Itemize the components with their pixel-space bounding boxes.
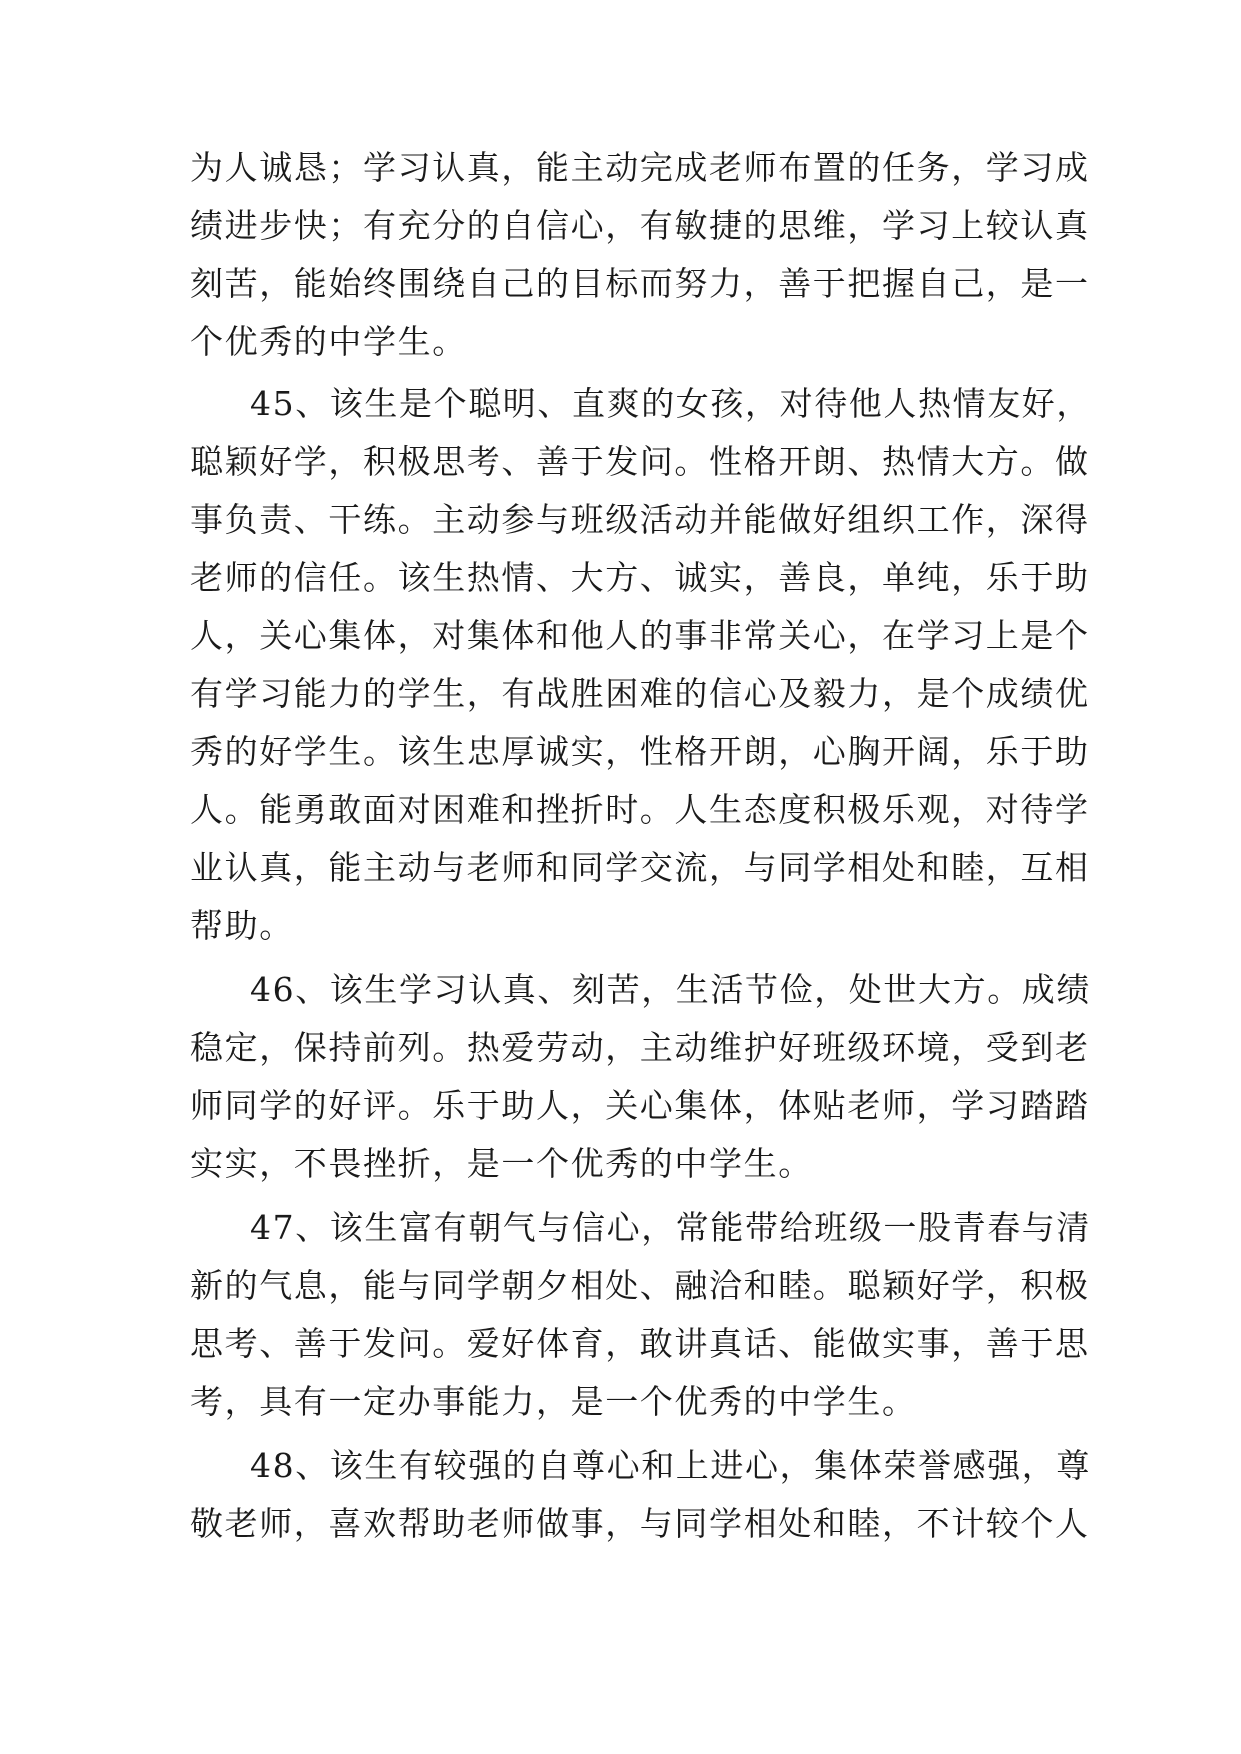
text-line: 实实，不畏挫折，是一个优秀的中学生。 [190,1144,813,1183]
text-line: 考，具有一定办事能力，是一个优秀的中学生。 [190,1382,917,1421]
text-line: 新的气息，能与同学朝夕相处、融洽和睦。聪颖好学，积极 [190,1266,1090,1305]
text-line: 刻苦，能始终围绕自己的目标而努力，善于把握自己，是一 [190,264,1090,303]
text-line: 帮助。 [190,906,294,945]
paragraph-46-first-line: 46、该生学习认真、刻苦，生活节俭，处世大方。成绩 [250,970,1091,1009]
paragraph-45-first-line: 45、该生是个聪明、直爽的女孩，对待他人热情友好， [250,384,1091,423]
text-line: 个优秀的中学生。 [190,322,467,361]
text-line: 师同学的好评。乐于助人，关心集体，体贴老师，学习踏踏 [190,1086,1090,1125]
text-line: 业认真，能主动与老师和同学交流，与同学相处和睦，互相 [190,848,1090,887]
text-line: 秀的好学生。该生忠厚诚实，性格开朗，心胸开阔，乐于助 [190,732,1090,771]
paragraph-47-first-line: 47、该生富有朝气与信心，常能带给班级一股青春与清 [250,1208,1091,1247]
paragraph-48-first-line: 48、该生有较强的自尊心和上进心，集体荣誉感强，尊 [250,1446,1091,1485]
text-line: 人。能勇敢面对困难和挫折时。人生态度积极乐观，对待学 [190,790,1090,829]
text-line: 事负责、干练。主动参与班级活动并能做好组织工作，深得 [190,500,1090,539]
text-line: 敬老师，喜欢帮助老师做事，与同学相处和睦，不计较个人 [190,1504,1090,1543]
text-line: 为人诚恳；学习认真，能主动完成老师布置的任务，学习成 [190,148,1090,187]
text-line: 聪颖好学，积极思考、善于发问。性格开朗、热情大方。做 [190,442,1090,481]
text-line: 人，关心集体，对集体和他人的事非常关心，在学习上是个 [190,616,1090,655]
text-line: 绩进步快；有充分的自信心，有敏捷的思维，学习上较认真 [190,206,1090,245]
text-line: 思考、善于发问。爱好体育，敢讲真话、能做实事，善于思 [190,1324,1090,1363]
text-line: 有学习能力的学生，有战胜困难的信心及毅力，是个成绩优 [190,674,1090,713]
text-line: 稳定，保持前列。热爱劳动，主动维护好班级环境，受到老 [190,1028,1090,1067]
text-line: 老师的信任。该生热情、大方、诚实，善良，单纯，乐于助 [190,558,1090,597]
